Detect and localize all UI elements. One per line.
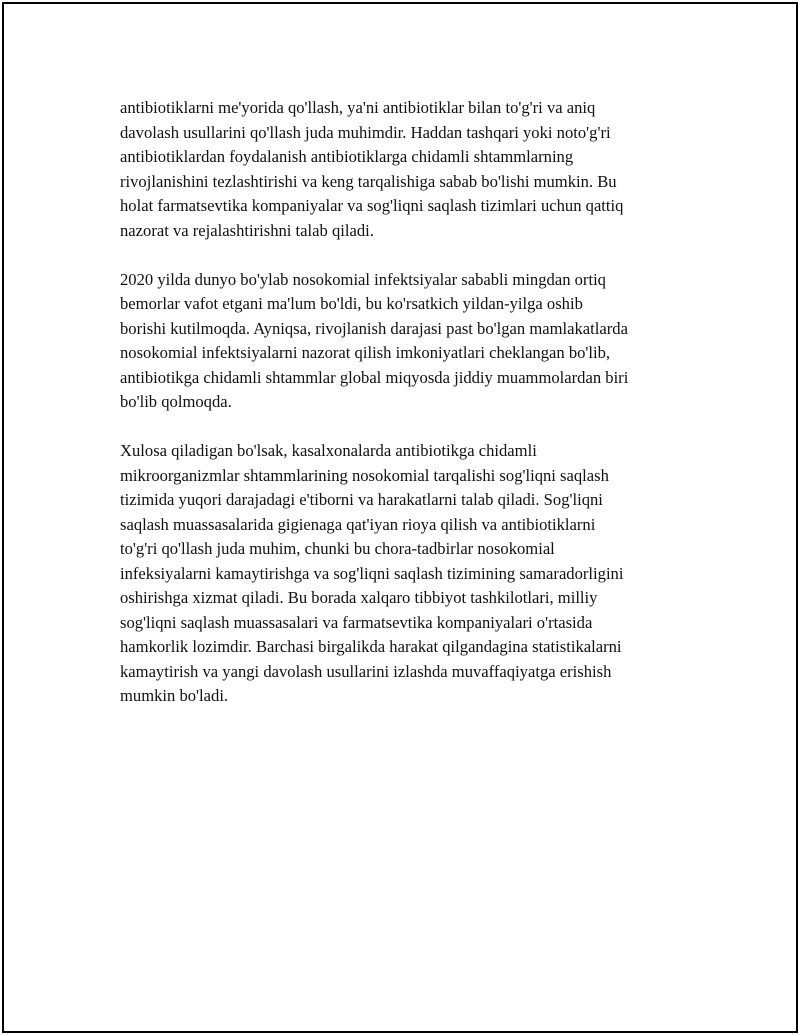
- text-line: Xulosa qiladigan bo'lsak, kasalxonalarda antibiotikga chidamli: [120, 441, 537, 460]
- paragraph-2: [120, 268, 700, 415]
- text-line: infeksiyalarni kamaytirishga va sog'liqni saqlash tizimining samaradorligini: [120, 563, 624, 583]
- text-line: hamkorlik lozimdir. Barchasi birgalikda harakat qilgandagina statistikalarni: [120, 637, 622, 656]
- text-line: mikroorganizmlar shtammlarining nosokomial tarqalishi sog'liqni saqlash: [120, 465, 609, 485]
- text-line: tizimida yuqori darajadagi e'tiborni va harakatlarni talab qiladi. Sog'liqni: [120, 490, 603, 509]
- text-line: oshirishga xizmat qiladi. Bu borada xalqaro tibbiyot tashkilotlari, milliy: [120, 588, 598, 607]
- paragraph-1: [120, 96, 700, 243]
- text-line: nazorat va rejalashtirishni talab qiladi.: [120, 220, 374, 240]
- text-line: holat farmatsevtika kompaniyalar va sog'liqni saqlash tizimlari uchun qattiq: [120, 196, 624, 215]
- text-line: borishi kutilmoqda. Ayniqsa, rivojlanish darajasi past bo'lgan mamlakatlarda: [120, 318, 628, 338]
- text-line: rivojlanishini tezlashtirishi va keng tarqalishiga sabab bo'lishi mumkin. Bu: [120, 171, 617, 191]
- text-line: nosokomial infektsiyalarni nazorat qilish imkoniyatlari cheklangan bo'lib,: [120, 343, 611, 362]
- paragraph-3: [120, 439, 700, 709]
- document-body: [120, 96, 700, 733]
- text-line: bemorlar vafot etgani ma'lum bo'ldi, bu ko'rsatkich yildan-yilga oshib: [120, 294, 583, 313]
- text-line: to'g'ri qo'llash juda muhim, chunki bu chora-tadbirlar nosokomial: [120, 539, 555, 558]
- text-line: bo'lib qolmoqda.: [120, 392, 232, 411]
- text-line: antibiotiklarni me'yorida qo'llash, ya'ni antibiotiklar bilan to'g'ri va aniq: [120, 98, 596, 117]
- text-line: davolash usullarini qo'llash juda muhimdir. Haddan tashqari yoki noto'g'ri: [120, 122, 611, 142]
- document-page: [2, 2, 798, 1033]
- text-line: kamaytirish va yangi davolash usullarini izlashda muvaffaqiyatga erishish: [120, 661, 612, 681]
- text-line: antibiotikga chidamli shtammlar global miqyosda jiddiy muammolardan biri: [120, 367, 629, 387]
- text-line: 2020 yilda dunyo bo'ylab nosokomial infektsiyalar sababli mingdan ortiq: [120, 269, 606, 289]
- text-line: antibiotiklardan foydalanish antibiotiklarga chidamli shtammlarning: [120, 147, 574, 166]
- text-line: saqlash muassasalarida gigienaga qat'iyan rioya qilish va antibiotiklarni: [120, 514, 596, 534]
- text-line: sog'liqni saqlash muassasalari va farmatsevtika kompaniyalari o'rtasida: [120, 612, 593, 632]
- text-line: mumkin bo'ladi.: [120, 686, 229, 705]
